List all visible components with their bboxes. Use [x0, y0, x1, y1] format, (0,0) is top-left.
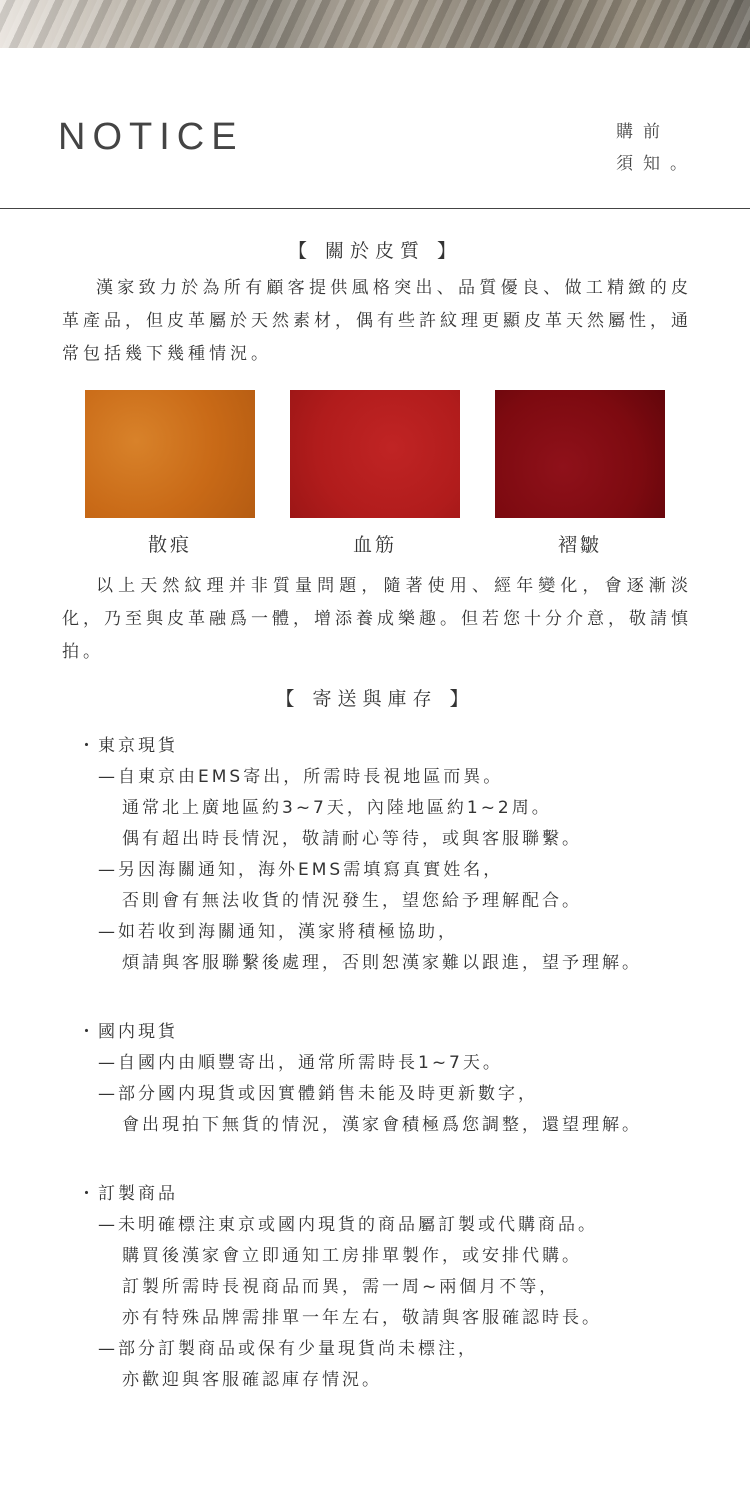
swatch-label-wrinkle: 褶皺	[557, 534, 602, 556]
shipping-group-tokyo	[78, 730, 698, 979]
list-item: —未明確標注東京或國内現貨的商品屬訂製或代購商品。	[98, 1215, 598, 1235]
header-divider	[0, 208, 750, 209]
group-title-domestic: ・國内現貨	[78, 1022, 178, 1042]
list-item: 購買後漢家會立即通知工房排單製作，或安排代購。	[122, 1246, 582, 1266]
swatch-image-wrinkle	[495, 390, 665, 518]
notice-subtitle-line2: 須知。	[616, 154, 697, 174]
list-item: —自國内由順豐寄出，通常所需時長1~7天。	[98, 1053, 503, 1073]
shipping-group-custom	[78, 1178, 698, 1396]
list-item: 亦有特殊品牌需排單一年左右，敬請與客服確認時長。	[122, 1308, 602, 1328]
header-photo-banner	[0, 0, 750, 48]
banner-texture	[0, 0, 750, 48]
list-item: 通常北上廣地區約3~7天，內陸地區約1~2周。	[122, 798, 552, 818]
shipping-group-domestic	[78, 1016, 698, 1141]
group-title-custom: ・訂製商品	[78, 1184, 178, 1204]
notice-subtitle	[616, 116, 697, 180]
swatch-label-scar: 散痕	[147, 534, 192, 556]
notice-title: NOTICE	[58, 116, 244, 158]
list-item: 亦歡迎與客服確認庫存情況。	[122, 1370, 382, 1390]
notice-subtitle-line1: 購前	[616, 122, 670, 142]
list-item: 訂製所需時長視商品而異，需一周~兩個月不等，	[122, 1277, 560, 1297]
leather-outro-paragraph: 以上天然紋理并非質量問題，隨著使用、經年變化，會逐漸淡化，乃至與皮革融爲一體，增添養成樂趣。但若您十分介意，敬請慎拍。	[62, 576, 692, 662]
leather-intro-paragraph: 漢家致力於為所有顧客提供風格突出、品質優良、做工精緻的皮革產品，但皮革屬於天然素材，偶有些許紋理更顯皮革天然屬性，通常包括幾下幾種情況。	[62, 278, 692, 364]
list-item: —部分國内現貨或因實體銷售未能及時更新數字，	[98, 1084, 538, 1104]
swatch-image-scar	[85, 390, 255, 518]
list-item: 煩請與客服聯繫後處理，否則恕漢家難以跟進，望予理解。	[122, 953, 642, 973]
list-item: —如若收到海關通知，漢家將積極協助，	[98, 922, 458, 942]
leather-section-heading: 【 關於皮質 】	[287, 240, 463, 262]
list-item: 否則會有無法收貨的情況發生，望您給予理解配合。	[122, 891, 582, 911]
list-item: 偶有超出時長情況，敬請耐心等待，或與客服聯繫。	[122, 829, 582, 849]
list-item: 會出現拍下無貨的情況，漢家會積極爲您調整，還望理解。	[122, 1115, 642, 1135]
shipping-section-heading: 【 寄送與庫存 】	[275, 688, 475, 710]
list-item: —自東京由EMS寄出，所需時長視地區而異。	[98, 767, 504, 787]
group-title-tokyo: ・東京現貨	[78, 736, 178, 756]
swatch-label-blood-vein: 血筋	[352, 534, 397, 556]
list-item: —另因海關通知，海外EMS需填寫真實姓名，	[98, 860, 504, 880]
swatch-image-blood-vein	[290, 390, 460, 518]
list-item: —部分訂製商品或保有少量現貨尚未標注，	[98, 1339, 478, 1359]
